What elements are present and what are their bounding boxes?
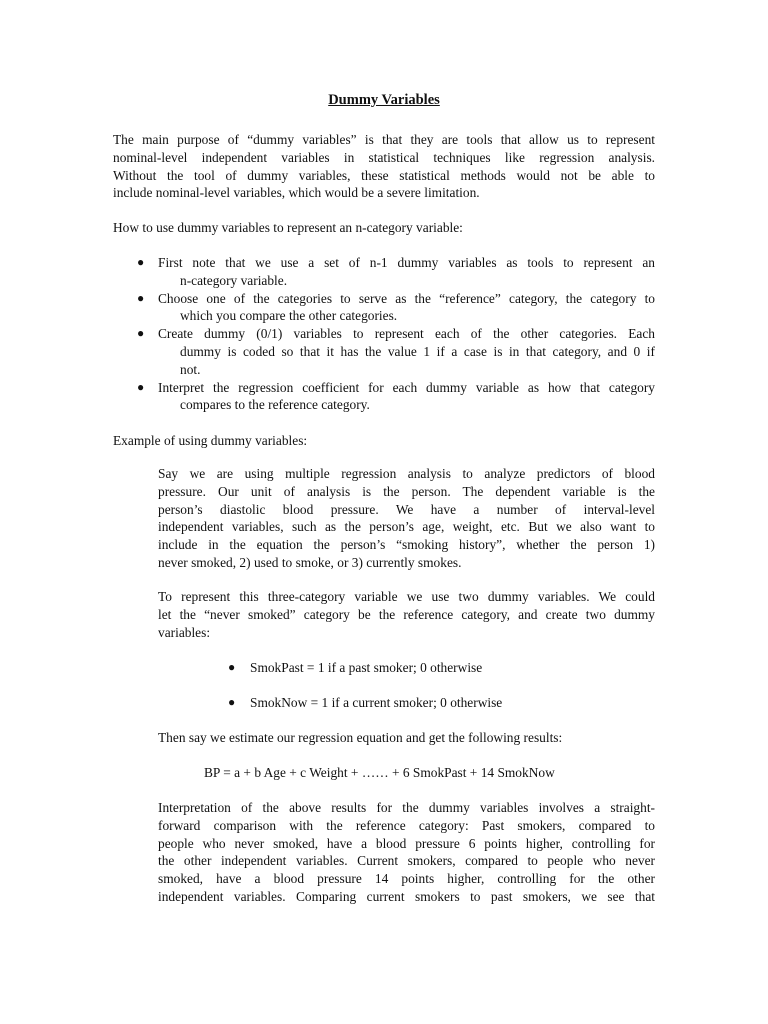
- text-line: Say we are using multiple regression analysis to analyze predictors of blood: [158, 466, 655, 481]
- text-line: First note that we use a set of n-1 dummy variables as tools to represent an: [158, 255, 655, 270]
- bullet-icon: ●: [137, 290, 145, 305]
- text-line: Without the tool of dummy variables, these statistical methods would not be able to: [113, 167, 655, 183]
- text-line: n-category variable.: [180, 272, 288, 288]
- text-line: pressure. Our unit of analysis is the person. The dependent variable is the: [158, 483, 655, 499]
- text-line: variables:: [158, 624, 211, 640]
- list-item: [135, 254, 655, 290]
- text-line: dummy is coded so that it has the value 1 if a case is in that category, and 0 if: [180, 343, 655, 359]
- example-paragraph-1: [158, 465, 655, 572]
- text-line: Example of using dummy variables:: [113, 433, 308, 448]
- intro-paragraph: [113, 131, 655, 202]
- text-line: The main purpose of “dummy variables” is that they are tools that allow us to represent: [113, 132, 655, 147]
- list-item: [135, 379, 655, 415]
- list-item: [135, 290, 655, 326]
- page-title: Dummy Variables: [328, 92, 440, 108]
- text-line: Interpretation of the above results for the dummy variables involves a straight-: [158, 800, 655, 815]
- bullet-icon: ●: [228, 660, 236, 674]
- text-line: which you compare the other categories.: [180, 308, 398, 324]
- text-line: SmokNow = 1 if a current smoker; 0 otherwise: [250, 695, 503, 710]
- text-line: Create dummy (0/1) variables to represent each of the other categories. Each: [158, 326, 655, 342]
- interpretation-paragraph: [158, 799, 655, 906]
- text-line: nominal-level independent variables in statistical techniques like regression analysis.: [113, 149, 655, 165]
- list-item: [225, 694, 502, 712]
- bullet-icon: ●: [228, 695, 236, 709]
- text-line: person’s diastolic blood pressure. We have a number of interval-level: [158, 501, 655, 517]
- text-line: people who never smoked, have a blood pressure 6 points higher, controlling for: [158, 835, 655, 851]
- text-line: forward comparison with the reference category: Past smokers, compared to: [158, 817, 655, 833]
- text-line: SmokPast = 1 if a past smoker; 0 otherwise: [250, 660, 483, 675]
- text-line: How to use dummy variables to represent an n-category variable:: [113, 220, 463, 235]
- text-line: independent variables, such as the person’s age, weight, etc. But we also want to: [158, 519, 655, 535]
- bullet-icon: ●: [137, 379, 145, 394]
- example-paragraph-2: [158, 588, 655, 641]
- text-line: let the “never smoked” category be the reference category, and create two dummy: [158, 606, 655, 622]
- text-line: Then say we estimate our regression equation and get the following results:: [158, 730, 563, 745]
- regression-equation: [204, 764, 555, 782]
- text-line: never smoked, 2) used to smoke, or 3) currently smokes.: [158, 554, 462, 570]
- text-line: BP = a + b Age + c Weight + …… + 6 SmokPast + 14 SmokNow: [204, 765, 555, 780]
- text-line: the other independent variables. Current smokers, compared to people who never: [158, 853, 655, 869]
- howto-heading: [113, 219, 655, 237]
- text-line: include in the equation the person’s “smoking history”, whether the person 1): [158, 537, 655, 553]
- text-line: To represent this three-category variable we use two dummy variables. We could: [158, 589, 655, 604]
- howto-bullet-list: [135, 254, 655, 414]
- results-intro: [158, 729, 655, 747]
- bullet-icon: ●: [137, 326, 145, 341]
- bullet-icon: ●: [137, 255, 145, 269]
- text-line: Interpret the regression coefficient for each dummy variable as how that category: [158, 379, 655, 395]
- text-line: not.: [180, 361, 201, 377]
- text-line: Choose one of the categories to serve as the “reference” category, the category to: [158, 290, 655, 306]
- list-item: [135, 325, 655, 378]
- text-line: compares to the reference category.: [180, 397, 370, 413]
- text-line: include nominal-level variables, which would be a severe limitation.: [113, 185, 480, 201]
- list-item: [225, 659, 482, 677]
- example-heading: [113, 432, 655, 450]
- text-line: independent variables. Comparing current smokers to past smokers, we see that: [158, 888, 655, 904]
- text-line: smoked, have a blood pressure 14 points higher, controlling for the other: [158, 871, 655, 887]
